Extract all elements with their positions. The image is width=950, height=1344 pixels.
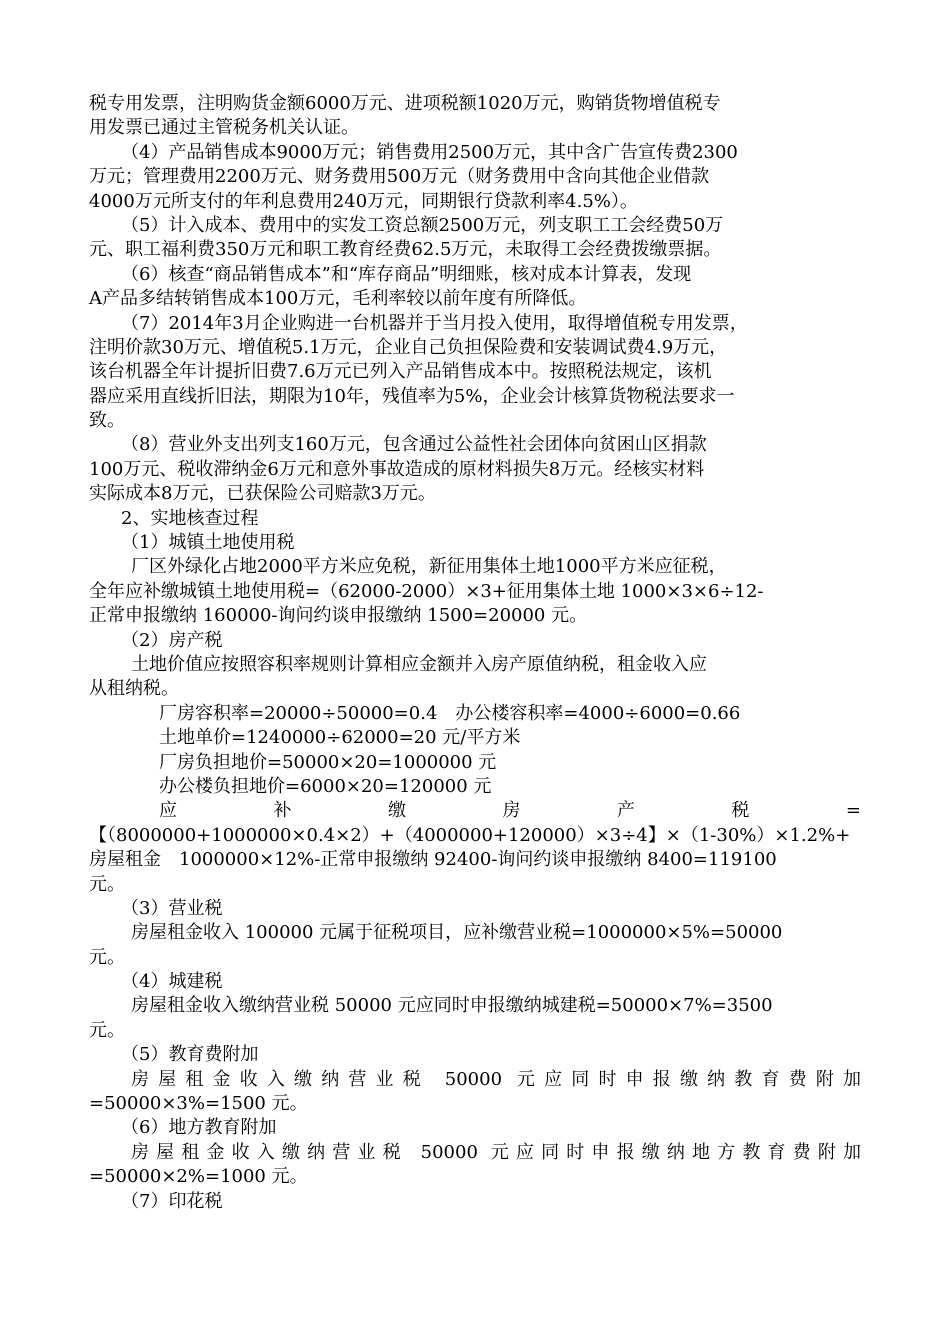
text-line: 注明价款30万元、增值税5.1万元，企业自己负担保险费和安装调试费4.9万元，	[89, 336, 728, 358]
text-line: =50000×3%=1500 元。	[89, 1093, 308, 1115]
text-line: （4）产品销售成本9000万元；销售费用2500万元，其中含广告宣传费2300	[121, 141, 738, 163]
text-line: 房屋租金收入缴纳营业税 50000 元应同时申报缴纳地方教育费附加	[131, 1141, 861, 1163]
text-line: 用发票已通过主管税务机关认证。	[89, 117, 359, 139]
text-line: 实际成本8万元，已获保险公司赔款3万元。	[89, 483, 436, 505]
text-line: 房屋租金收入 100000 元属于征税项目，应补缴营业税=1000000×5%=50000	[131, 922, 783, 944]
subsection-heading: （2）房产税	[121, 629, 223, 651]
text-line: 器应采用直线折旧法，期限为10年，残值率为5%，企业会计核算货物税法要求一	[89, 385, 735, 407]
formula-line: 【（8000000+1000000×0.4×2）+（4000000+120000）×3÷4】×（1-30%）×1.2%+	[89, 824, 851, 846]
subsection-heading: （7）印花税	[121, 1190, 223, 1212]
formula-line: 办公楼负担地价=6000×20=120000 元	[159, 775, 492, 797]
formula-line: 厂房负担地价=50000×20=1000000 元	[159, 751, 497, 773]
section-heading: 2、实地核查过程	[121, 507, 259, 529]
text-line: 税专用发票，注明购货金额6000万元、进项税额1020万元，购销货物增值税专	[89, 93, 721, 114]
subsection-heading: （4）城建税	[121, 971, 223, 993]
text-line: A产品多结转销售成本100万元，毛利率较以前年度有所降低。	[89, 288, 587, 310]
text-line: （5）计入成本、费用中的实发工资总额2500万元，列支职工工会经费50万	[121, 214, 724, 236]
text-line: 从租纳税。	[89, 678, 179, 700]
subsection-heading: （5）教育费附加	[121, 1044, 259, 1066]
text-line: 元。	[89, 946, 125, 968]
document-page	[89, 92, 861, 1214]
text-line: 土地价值应按照容积率规则计算相应金额并入房产原值纳税，租金收入应	[131, 653, 707, 675]
text-line: 元。	[89, 873, 125, 895]
text-line: 全年应补缴城镇土地使用税=（62000-2000）×3+征用集体土地 1000×3×6÷12-	[89, 580, 764, 602]
subsection-heading: （3）营业税	[121, 897, 223, 919]
text-line: 4000万元所支付的年利息费用240万元，同期银行贷款利率4.5%）。	[89, 190, 638, 212]
text-line: 致。	[89, 410, 125, 432]
text-line: 元。	[89, 1019, 125, 1041]
subsection-heading: （6）地方教育附加	[121, 1117, 277, 1139]
text-line: =50000×2%=1000 元。	[89, 1166, 308, 1188]
text-line: （8）营业外支出列支160万元，包含通过公益性社会团体向贫困山区捐款	[121, 434, 707, 456]
text-line: 该台机器全年计提折旧费7.6万元已列入产品销售成本中。按照税法规定，该机	[89, 361, 712, 383]
formula-line: 厂房容积率=20000÷50000=0.4 办公楼容积率=4000÷6000=0.66	[159, 702, 741, 724]
text-line: 万元；管理费用2200万元、财务费用500万元（财务费用中含向其他企业借款	[89, 166, 710, 188]
text-line: 房屋租金收入缴纳营业税 50000 元应同时申报缴纳城建税=50000×7%=3500	[131, 995, 773, 1017]
text-line: 元、职工福利费350万元和职工教育经费62.5万元，未取得工会经费拨缴票据。	[89, 239, 722, 261]
formula-line: 土地单价=1240000÷62000=20 元/平方米	[159, 727, 521, 749]
text-line: 房屋租金收入缴纳营业税 50000 元应同时申报缴纳教育费附加	[131, 1068, 861, 1090]
formula-line: 应 补 缴 房 产 税 =	[159, 800, 861, 822]
text-line: 厂区外绿化占地2000平方米应免税，新征用集体土地1000平方米应征税，	[131, 556, 727, 578]
text-line: 100万元、税收滞纳金6万元和意外事故造成的原材料损失8万元。经核实材料	[89, 458, 705, 480]
text-line: 房屋租金 1000000×12%-正常申报缴纳 92400-询问约谈申报缴纳 8400=119100	[89, 849, 777, 871]
text-line: 正常申报缴纳 160000-询问约谈申报缴纳 1500=20000 元。	[89, 605, 588, 627]
text-line: （6）核查“商品销售成本”和“库存商品”明细账，核对成本计算表，发现	[121, 263, 692, 285]
subsection-heading: （1）城镇土地使用税	[121, 532, 295, 554]
text-line: （7）2014年3月企业购进一台机器并于当月投入使用，取得增值税专用发票，	[121, 312, 748, 334]
